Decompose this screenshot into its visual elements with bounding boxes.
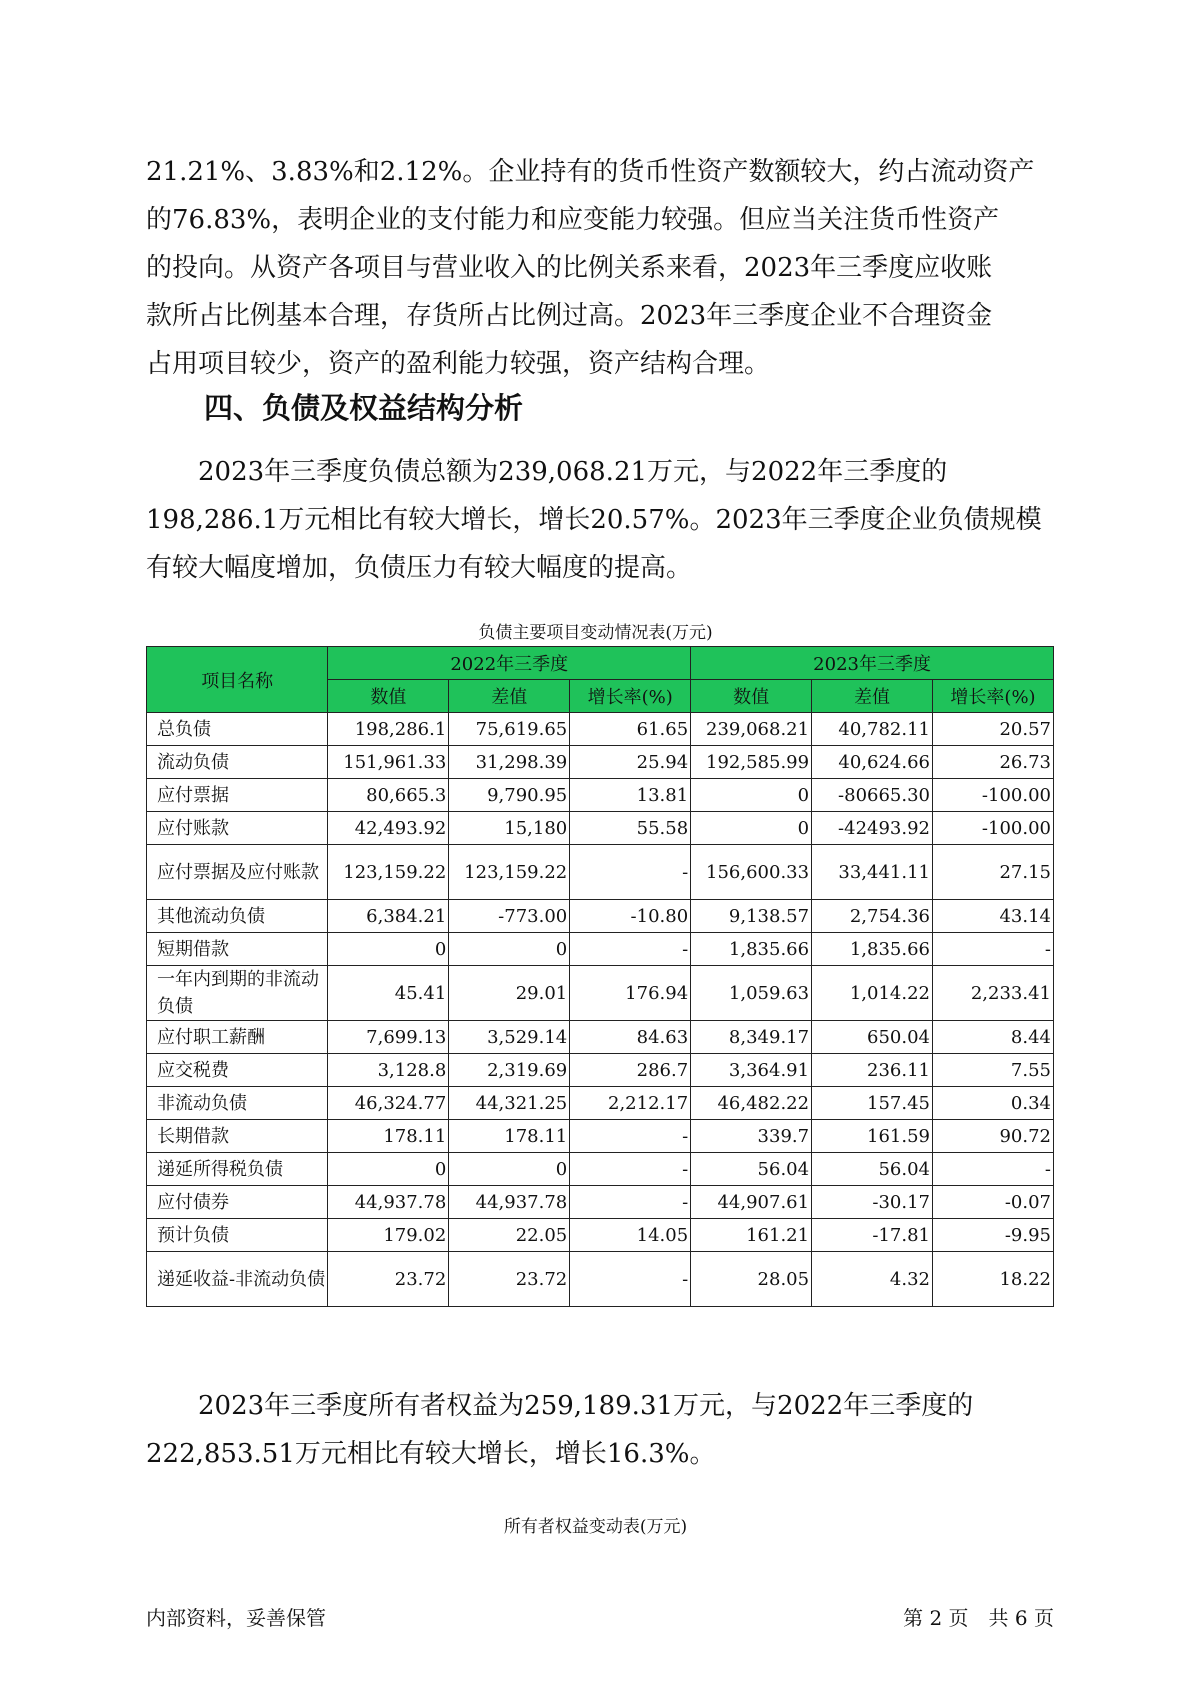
table-cell: -42493.92 — [812, 812, 933, 845]
table-cell: 650.04 — [812, 1021, 933, 1054]
table-cell: 2,212.17 — [570, 1087, 691, 1120]
header-diff-2023: 差值 — [812, 680, 933, 713]
table-cell: -9.95 — [933, 1219, 1054, 1252]
table-cell: 198,286.1 — [328, 713, 449, 746]
table-cell: 6,384.21 — [328, 900, 449, 933]
table-row — [147, 746, 1054, 779]
table-cell: 23.72 — [328, 1252, 449, 1307]
table-cell: 4.32 — [812, 1252, 933, 1307]
table-cell: 7,699.13 — [328, 1021, 449, 1054]
table-cell: 80,665.3 — [328, 779, 449, 812]
table-cell: - — [570, 1186, 691, 1219]
table-row — [147, 900, 1054, 933]
table-cell: 156,600.33 — [691, 845, 812, 900]
table-cell: 45.41 — [328, 966, 449, 1021]
table-cell: 0 — [691, 812, 812, 845]
row-label: 总负债 — [147, 713, 328, 746]
header-rate-2022: 增长率(%) — [570, 680, 691, 713]
row-label: 应交税费 — [147, 1054, 328, 1087]
table-cell: 236.11 — [812, 1054, 933, 1087]
text-line: 款所占比例基本合理，存货所占比例过高。2023年三季度企业不合理资金 — [146, 301, 993, 331]
table-cell: 27.15 — [933, 845, 1054, 900]
row-label: 应付债券 — [147, 1186, 328, 1219]
table-row — [147, 779, 1054, 812]
table-cell: 151,961.33 — [328, 746, 449, 779]
table-row — [147, 1252, 1054, 1307]
table-cell: 56.04 — [812, 1153, 933, 1186]
table-cell: - — [570, 1252, 691, 1307]
table-row — [147, 1219, 1054, 1252]
row-label: 长期借款 — [147, 1120, 328, 1153]
table-cell: 239,068.21 — [691, 713, 812, 746]
text-line: 21.21%、3.83%和2.12%。企业持有的货币性资产数额较大，约占流动资产 — [146, 157, 1035, 187]
table-cell: 14.05 — [570, 1219, 691, 1252]
table-cell: 25.94 — [570, 746, 691, 779]
header-rate-2023: 增长率(%) — [933, 680, 1054, 713]
table-cell: 2,233.41 — [933, 966, 1054, 1021]
table-cell: 44,321.25 — [449, 1087, 570, 1120]
table-cell: 1,835.66 — [691, 933, 812, 966]
table-cell: 1,014.22 — [812, 966, 933, 1021]
row-label: 短期借款 — [147, 933, 328, 966]
text-line: 的投向。从资产各项目与营业收入的比例关系来看，2023年三季度应收账 — [146, 253, 993, 283]
table-cell: - — [570, 1153, 691, 1186]
table-cell: 56.04 — [691, 1153, 812, 1186]
table-cell: 161.59 — [812, 1120, 933, 1153]
header-group-2023: 2023年三季度 — [691, 647, 1054, 680]
paragraph-equity-summary — [146, 1382, 1054, 1478]
table-cell: 123,159.22 — [328, 845, 449, 900]
table-caption: 负债主要项目变动情况表(万元) — [478, 623, 713, 643]
table-cell: 3,529.14 — [449, 1021, 570, 1054]
table-row — [147, 1186, 1054, 1219]
header-item-name: 项目名称 — [147, 647, 328, 713]
table-row — [147, 1120, 1054, 1153]
table-cell: - — [933, 1153, 1054, 1186]
table-cell: - — [570, 1120, 691, 1153]
row-label: 非流动负债 — [147, 1087, 328, 1120]
row-label: 应付票据及应付账款 — [147, 845, 328, 900]
table-cell: 84.63 — [570, 1021, 691, 1054]
text-line: 222,853.51万元相比有较大增长，增长16.3%。 — [146, 1439, 716, 1469]
table-cell: 26.73 — [933, 746, 1054, 779]
table-cell: 0 — [449, 1153, 570, 1186]
liability-table-body — [147, 713, 1054, 1307]
table-cell: 55.58 — [570, 812, 691, 845]
table-cell: 1,059.63 — [691, 966, 812, 1021]
table-cell: 29.01 — [449, 966, 570, 1021]
table-cell: 2,754.36 — [812, 900, 933, 933]
table-cell: 40,624.66 — [812, 746, 933, 779]
paragraph-liability-summary — [146, 448, 1054, 592]
row-label: 应付账款 — [147, 812, 328, 845]
table-row — [147, 845, 1054, 900]
table-cell: 161.21 — [691, 1219, 812, 1252]
table-cell: 75,619.65 — [449, 713, 570, 746]
table-cell: -10.80 — [570, 900, 691, 933]
table-cell: -100.00 — [933, 812, 1054, 845]
table-cell: 9,138.57 — [691, 900, 812, 933]
table-row — [147, 1021, 1054, 1054]
table-cell: 7.55 — [933, 1054, 1054, 1087]
table-cell: -0.07 — [933, 1186, 1054, 1219]
row-label: 应付票据 — [147, 779, 328, 812]
table-cell: 43.14 — [933, 900, 1054, 933]
table-cell: 8.44 — [933, 1021, 1054, 1054]
table-cell: 0 — [691, 779, 812, 812]
table-cell: 9,790.95 — [449, 779, 570, 812]
table-cell: 46,324.77 — [328, 1087, 449, 1120]
table-cell: 157.45 — [812, 1087, 933, 1120]
table-cell: - — [570, 845, 691, 900]
footer-confidential: 内部资料，妥善保管 — [146, 1606, 326, 1630]
table-cell: -17.81 — [812, 1219, 933, 1252]
table-cell: 286.7 — [570, 1054, 691, 1087]
row-label: 其他流动负债 — [147, 900, 328, 933]
table-cell: -100.00 — [933, 779, 1054, 812]
header-group-2022: 2022年三季度 — [328, 647, 691, 680]
table-cell: 61.65 — [570, 713, 691, 746]
table-cell: 23.72 — [449, 1252, 570, 1307]
table-cell: 28.05 — [691, 1252, 812, 1307]
text-line: 2023年三季度负债总额为239,068.21万元，与2022年三季度的 — [146, 457, 948, 487]
header-value-2022: 数值 — [328, 680, 449, 713]
table-row — [147, 812, 1054, 845]
table-cell: 42,493.92 — [328, 812, 449, 845]
row-label: 流动负债 — [147, 746, 328, 779]
table-cell: 2,319.69 — [449, 1054, 570, 1087]
table-cell: 40,782.11 — [812, 713, 933, 746]
table-cell: 18.22 — [933, 1252, 1054, 1307]
table2-caption: 所有者权益变动表(万元) — [503, 1517, 688, 1537]
text-line: 占用项目较少，资产的盈利能力较强，资产结构合理。 — [146, 349, 771, 379]
table-row — [147, 933, 1054, 966]
table-cell: 44,937.78 — [449, 1186, 570, 1219]
table-cell: - — [933, 933, 1054, 966]
table-cell: 0 — [328, 1153, 449, 1186]
liability-table — [146, 646, 1054, 1307]
table-cell: 90.72 — [933, 1120, 1054, 1153]
text-line: 2023年三季度所有者权益为259,189.31万元，与2022年三季度的 — [146, 1391, 974, 1421]
table-cell: 176.94 — [570, 966, 691, 1021]
table-cell: 123,159.22 — [449, 845, 570, 900]
table-cell: -30.17 — [812, 1186, 933, 1219]
row-label: 递延所得税负债 — [147, 1153, 328, 1186]
table-cell: 31,298.39 — [449, 746, 570, 779]
header-value-2023: 数值 — [691, 680, 812, 713]
table-cell: - — [570, 933, 691, 966]
table-cell: 20.57 — [933, 713, 1054, 746]
table-cell: 0.34 — [933, 1087, 1054, 1120]
table-cell: 3,128.8 — [328, 1054, 449, 1087]
header-diff-2022: 差值 — [449, 680, 570, 713]
table-cell: 0 — [328, 933, 449, 966]
table-cell: -80665.30 — [812, 779, 933, 812]
table-cell: 33,441.11 — [812, 845, 933, 900]
table-row — [147, 713, 1054, 746]
table-cell: 0 — [449, 933, 570, 966]
row-label: 递延收益-非流动负债 — [147, 1252, 328, 1307]
table-cell: 15,180 — [449, 812, 570, 845]
table-cell: 46,482.22 — [691, 1087, 812, 1120]
footer-page-number: 第 2 页 共 6 页 — [903, 1606, 1054, 1630]
text-line: 的76.83%，表明企业的支付能力和应变能力较强。但应当关注货币性资产 — [146, 205, 1000, 235]
table-cell: -773.00 — [449, 900, 570, 933]
table-cell: 8,349.17 — [691, 1021, 812, 1054]
table-cell: 178.11 — [449, 1120, 570, 1153]
table-cell: 44,937.78 — [328, 1186, 449, 1219]
table-cell: 13.81 — [570, 779, 691, 812]
table-cell: 339.7 — [691, 1120, 812, 1153]
text-line: 有较大幅度增加，负债压力有较大幅度的提高。 — [146, 553, 693, 583]
table-cell: 1,835.66 — [812, 933, 933, 966]
table-cell: 178.11 — [328, 1120, 449, 1153]
text-line: 198,286.1万元相比有较大增长，增长20.57%。2023年三季度企业负债规模 — [146, 505, 1042, 535]
paragraph-asset-summary — [146, 148, 1054, 388]
table-row — [147, 966, 1054, 1021]
table-cell: 44,907.61 — [691, 1186, 812, 1219]
table-cell: 179.02 — [328, 1219, 449, 1252]
table-cell: 3,364.91 — [691, 1054, 812, 1087]
table-cell: 22.05 — [449, 1219, 570, 1252]
row-label: 预计负债 — [147, 1219, 328, 1252]
table-cell: 192,585.99 — [691, 746, 812, 779]
table-row — [147, 1054, 1054, 1087]
section-heading: 四、负债及权益结构分析 — [204, 391, 524, 425]
row-label: 一年内到期的非流动负债 — [147, 966, 328, 1021]
table-row — [147, 1087, 1054, 1120]
row-label: 应付职工薪酬 — [147, 1021, 328, 1054]
table-row — [147, 1153, 1054, 1186]
